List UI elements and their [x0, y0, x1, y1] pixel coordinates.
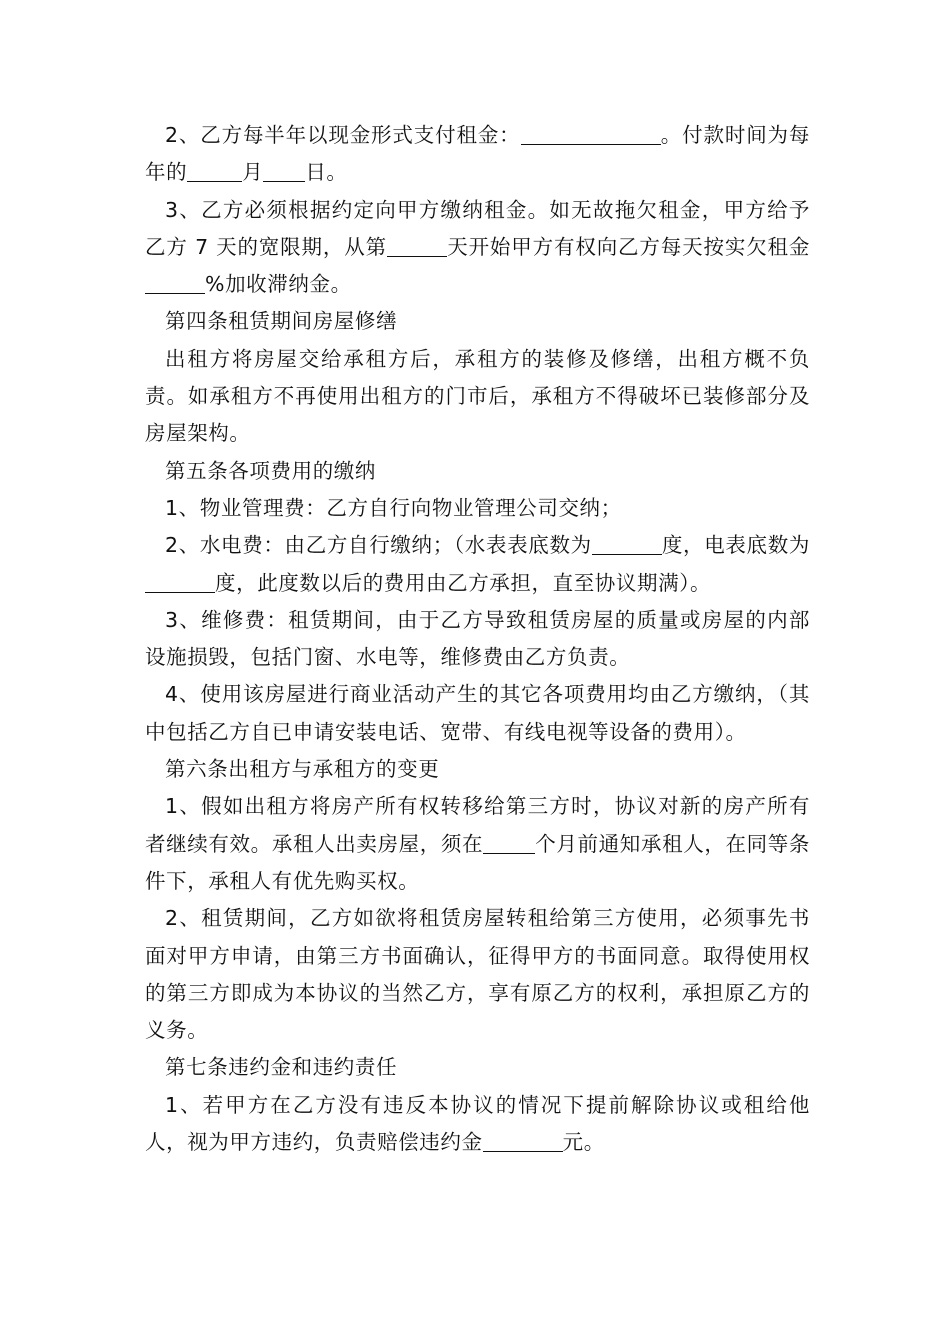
clause-rent-payment: 2、乙方每半年以现金形式支付租金： 。付款时间为每年的 月 日。: [145, 123, 810, 185]
clause-other-fees: 4、使用该房屋进行商业活动产生的其它各项费用均由乙方缴纳，（其中包括乙方自已申请安装电话、宽带、有线电视等设备的费用）。: [145, 682, 810, 744]
clause-repair: 出租方将房屋交给承租方后，承租方的装修及修缮，出租方概不负责。如承租方不再使用出租方的门市后，承租方不得破坏已装修部分及房屋架构。: [145, 346, 810, 446]
clause-ownership-transfer: 1、假如出租方将房产所有权转移给第三方时，协议对新的房产所有者继续有效。承租人出卖房屋，须在 个月前通知承租人，在同等条件下，承租人有优先购买权。: [145, 794, 810, 893]
clause-breach-penalty: 1、若甲方在乙方没有违反本协议的情况下提前解除协议或租给他人，视为甲方违约，负责赔偿违约金 元。: [145, 1092, 810, 1155]
article-5-heading: 第五条各项费用的缴纳: [165, 458, 376, 483]
article-4-heading: 第四条租赁期间房屋修缮: [165, 309, 398, 334]
grace-day-blank: [387, 234, 447, 257]
notice-months-blank: [483, 831, 535, 854]
article-7-heading: 第七条违约金和违约责任: [165, 1055, 398, 1080]
penalty-amount-blank: [483, 1130, 563, 1153]
water-meter-blank: [592, 533, 662, 556]
clause-utilities: 2、水电费：由乙方自行缴纳；（水表表底数为 度，电表底数为度，此度数以后的费用由乙方承担，直至协议期满）。: [145, 527, 810, 602]
late-fee-percent-blank: [145, 272, 205, 295]
clause-late-fee: 3、乙方必须根据约定向甲方缴纳租金。如无故拖欠租金，甲方给予乙方 7 天的宽限期，从第 天开始甲方有权向乙方每天按实欠租金%加收滞纳金。: [145, 197, 811, 297]
contract-body: [145, 117, 810, 1161]
article-6-heading: 第六条出租方与承租方的变更: [165, 757, 440, 782]
electric-meter-blank: [145, 570, 215, 593]
payment-day-blank: [263, 160, 305, 183]
payment-month-blank: [187, 160, 242, 183]
clause-sublease: 2、租赁期间，乙方如欲将租赁房屋转租给第三方使用，必须事先书面对甲方申请，由第三方书面确认，征得甲方的书面同意。取得使用权的第三方即成为本协议的当然乙方，享有原乙方的权利，承担原乙方的义务。: [145, 906, 810, 1043]
clause-maintenance-fee: 3、维修费：租赁期间，由于乙方导致租赁房屋的质量或房屋的内部设施损毁，包括门窗、水电等，维修费由乙方负责。: [145, 607, 810, 670]
clause-property-fee: 1、物业管理费：乙方自行向物业管理公司交纳；: [165, 495, 622, 520]
rent-amount-blank: [521, 123, 661, 146]
